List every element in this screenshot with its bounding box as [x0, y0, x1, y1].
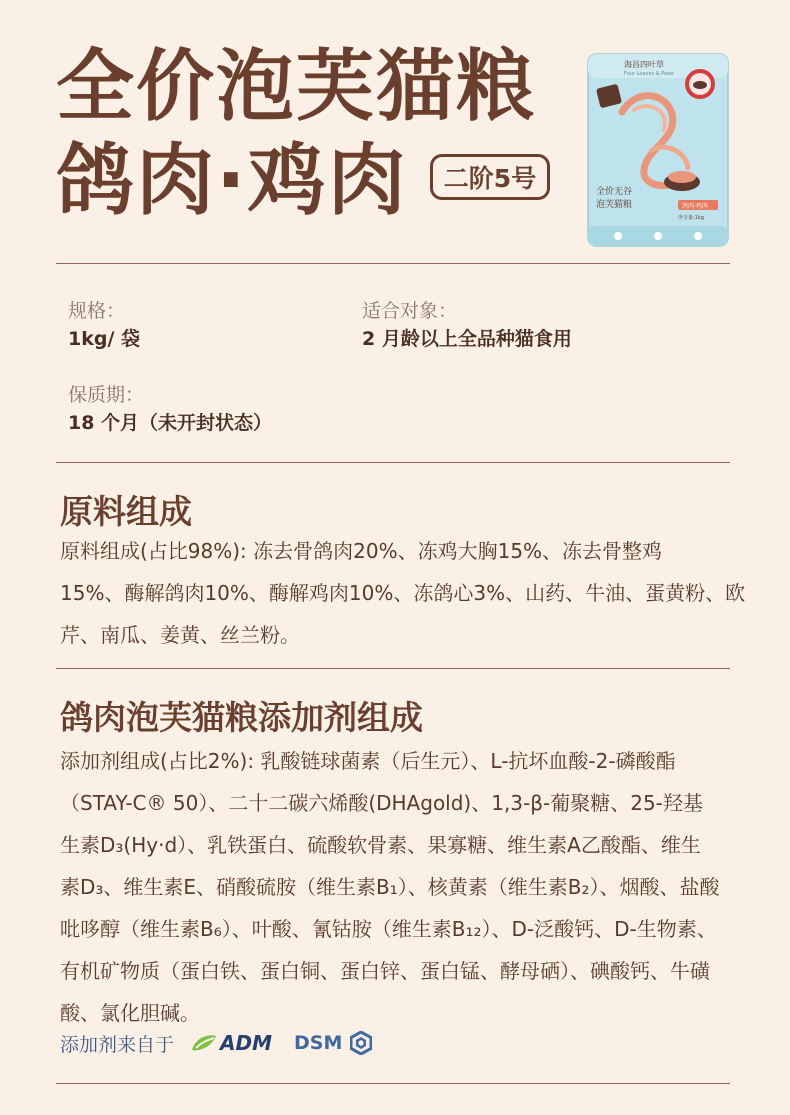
bag-name-line2: 泡芙猫粮 [596, 200, 633, 210]
adm-logo-text: ADM [220, 1031, 272, 1055]
additives-line: 添加剂组成(占比2%): 乳酸链球菌素（后生元）、L-抗坏血酸-2-磷酸酯 [60, 749, 676, 773]
additives-line: 有机矿物质（蛋白铁、蛋白铜、蛋白锌、蛋白锰、酵母硒）、碘酸钙、牛磺 [60, 959, 710, 983]
dsm-hexagon-icon [350, 1031, 372, 1055]
divider-top [56, 263, 730, 264]
bag-brand-text: 海昌四叶草 [624, 60, 664, 69]
bag-name-line1: 全价无谷 [596, 187, 633, 197]
ingredients-title: 原料组成 [60, 492, 192, 531]
product-title-line1: 全价泡芙猫粮 [56, 42, 537, 132]
additives-title: 鸽肉泡芙猫粮添加剂组成 [60, 698, 423, 737]
dsm-logo-text: DSM [294, 1032, 343, 1054]
ingredients-text [60, 530, 746, 656]
additives-line: 吡哆醇（维生素B₆）、叶酸、氰钴胺（维生素B₁₂）、D-泛酸钙、D-生物素、 [60, 917, 717, 941]
ingredients-line: 原料组成(占比98%): 冻去骨鸽肉20%、冻鸡大胸15%、冻去骨整鸡 [60, 539, 663, 563]
additives-line: 酸、氯化胆碱。 [60, 1001, 200, 1025]
divider-bottom [56, 1083, 730, 1084]
adm-leaf-icon [188, 1034, 218, 1052]
ingredients-line: 芹、南瓜、姜黄、丝兰粉。 [60, 623, 300, 647]
additives-line: 素D₃、维生素E、硝酸硫胺（维生素B₁）、核黄素（维生素B₂）、烟酸、盐酸 [60, 875, 720, 899]
additive-source-label: 添加剂来自于 [60, 1033, 175, 1056]
spec-shelf-label: 保质期： [68, 384, 145, 406]
stage-badge: 二阶5号 [430, 154, 550, 200]
spec-target-value: 2 月龄以上全品种猫食用 [362, 328, 572, 350]
spec-size-value: 1kg/ 袋 [68, 328, 141, 350]
spec-size-label: 规格： [68, 300, 126, 322]
additives-text [60, 740, 736, 1034]
adm-logo [188, 1031, 272, 1055]
divider-middle [56, 462, 730, 463]
divider-lower [56, 668, 730, 669]
dsm-logo [294, 1031, 372, 1055]
bag-tag-text: 鸽肉·鸡肉 [682, 203, 708, 210]
additives-line: 生素D₃(Hy·d）、乳铁蛋白、硫酸软骨素、果寡糖、维生素A乙酸酯、维生 [60, 833, 701, 857]
bag-brand-sub-text: Four Leaves & Paws [624, 71, 674, 77]
product-bag-image [586, 52, 730, 248]
product-title-line2: 鸽肉·鸡肉 [56, 136, 408, 226]
spec-shelf-value: 18 个月（未开封状态） [68, 412, 273, 434]
spec-target-label: 适合对象： [362, 300, 458, 322]
bag-weight-text: 净含量:1kg [678, 215, 704, 221]
additives-line: （STAY-C® 50）、二十二碳六烯酸(DHAgold)、1,3-β-葡聚糖、25-羟基 [60, 791, 703, 815]
ingredients-line: 15%、酶解鸽肉10%、酶解鸡肉10%、冻鸽心3%、山药、牛油、蛋黄粉、欧 [60, 581, 746, 605]
additive-source-row [60, 1027, 372, 1059]
